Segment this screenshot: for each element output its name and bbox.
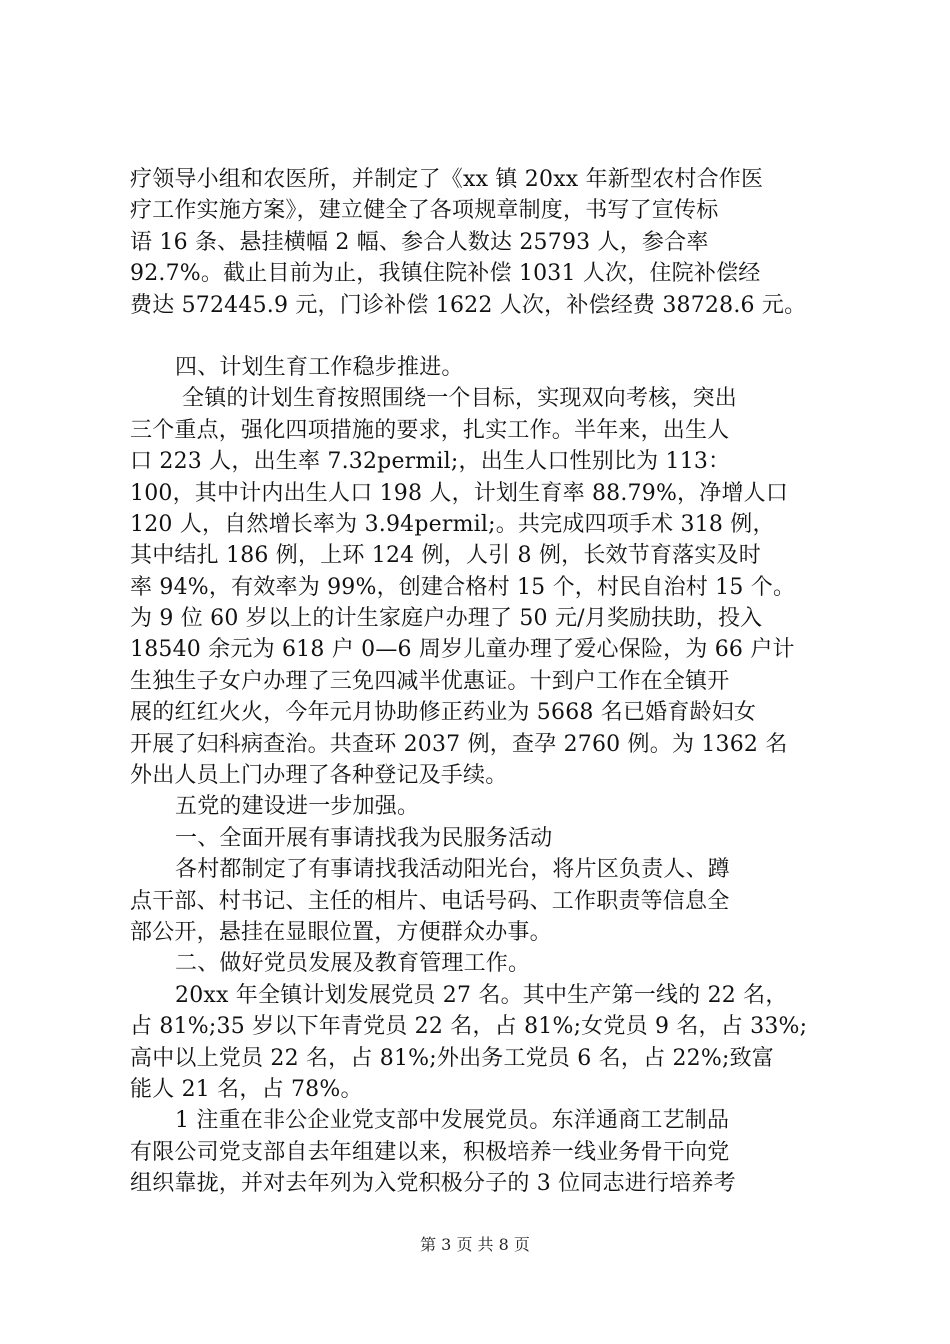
- section-heading-5: 五党的建设进一步加强。: [175, 794, 420, 820]
- text-line: 其中结扎 186 例，上环 124 例，人引 8 例，长效节育落实及时: [130, 543, 761, 569]
- paragraph-family-planning: [130, 383, 830, 791]
- text-line: 各村都制定了有事请找我活动阳光台，将片区负责人、蹲: [175, 857, 731, 883]
- text-line: 20xx 年全镇计划发展党员 27 名。其中生产第一线的 22 名，: [175, 982, 788, 1008]
- paragraph-service: [130, 854, 830, 948]
- text-line: 100，其中计内出生人口 198 人，计划生育率 88.79%，净增人口: [130, 480, 789, 506]
- text-line: 口 223 人，出生率 7.32permil;，出生人口性别比为 113：: [130, 449, 731, 475]
- text-line: 18540 余元为 618 户 0—6 周岁儿童办理了爱心保险，为 66 户计: [130, 637, 795, 663]
- text-line: 展的红红火火，今年元月协助修正药业为 5668 名已婚育龄妇女: [130, 700, 757, 726]
- subsection-heading-2: 二、做好党员发展及教育管理工作。: [175, 951, 531, 977]
- text-line: 1 注重在非公企业党支部中发展党员。东洋通商工艺制品: [175, 1108, 730, 1134]
- paragraph-gap: [130, 321, 830, 352]
- text-line: 占 81%;35 岁以下年青党员 22 名，占 81%;女党员 9 名，占 33%;: [130, 1014, 808, 1040]
- document-body: [130, 164, 830, 1200]
- text-line: 120 人，自然增长率为 3.94permil;。共完成四项手术 318 例，: [130, 511, 775, 537]
- text-line: 高中以上党员 22 名，占 81%;外出务工党员 6 名，占 22%;致富: [130, 1045, 774, 1071]
- text-line: 有限公司党支部自去年组建以来，积极培养一线业务骨干向党: [130, 1139, 730, 1165]
- page-footer: 第 3 页 共 8 页: [420, 1235, 530, 1254]
- paragraph-party-members: [130, 980, 830, 1106]
- text-line: 生独生子女户办理了三免四减半优惠证。十到户工作在全镇开: [130, 668, 730, 694]
- text-line: 费达 572445.9 元，门诊补偿 1622 人次，补偿经费 38728.6 元。: [130, 292, 807, 318]
- text-line: 三个重点，强化四项措施的要求，扎实工作。半年来，出生人: [130, 417, 730, 443]
- text-line: 组织靠拢，并对去年列为入党积极分子的 3 位同志进行培养考: [130, 1171, 736, 1197]
- subsection-heading-1: 一、全面开展有事请找我为民服务活动: [175, 825, 553, 851]
- section-heading-4: 四、计划生育工作稳步推进。: [175, 354, 464, 380]
- paragraph-nonpublic: [130, 1105, 830, 1199]
- text-line: 能人 21 名，占 78%。: [130, 1076, 363, 1102]
- text-line: 点干部、村书记、主任的相片、电话号码、工作职责等信息全: [130, 888, 730, 914]
- text-line: 为 9 位 60 岁以上的计生家庭户办理了 50 元/月奖励扶助，投入: [130, 606, 763, 632]
- text-line: 语 16 条、悬挂横幅 2 幅、参合人数达 25793 人，参合率: [130, 229, 709, 255]
- text-line: 疗工作实施方案》，建立健全了各项规章制度，书写了宣传标: [130, 198, 719, 224]
- text-line: 92.7%。截止目前为止，我镇住院补偿 1031 人次，住院补偿经: [130, 261, 761, 287]
- text-line: 率 94%，有效率为 99%，创建合格村 15 个，村民自治村 15 个。: [130, 574, 796, 600]
- text-line: 开展了妇科病查治。共查环 2037 例，查孕 2760 例。为 1362 名: [130, 731, 788, 757]
- text-line: 疗领导小组和农医所，并制定了《xx 镇 20xx 年新型农村合作医: [130, 167, 764, 192]
- text-line: 全镇的计划生育按照围绕一个目标，实现双向考核，突出: [182, 386, 738, 412]
- text-line: 外出人员上门办理了各种登记及手续。: [130, 763, 508, 789]
- text-line: 部公开，悬挂在显眼位置，方便群众办事。: [130, 919, 552, 945]
- paragraph-medical: [130, 164, 830, 321]
